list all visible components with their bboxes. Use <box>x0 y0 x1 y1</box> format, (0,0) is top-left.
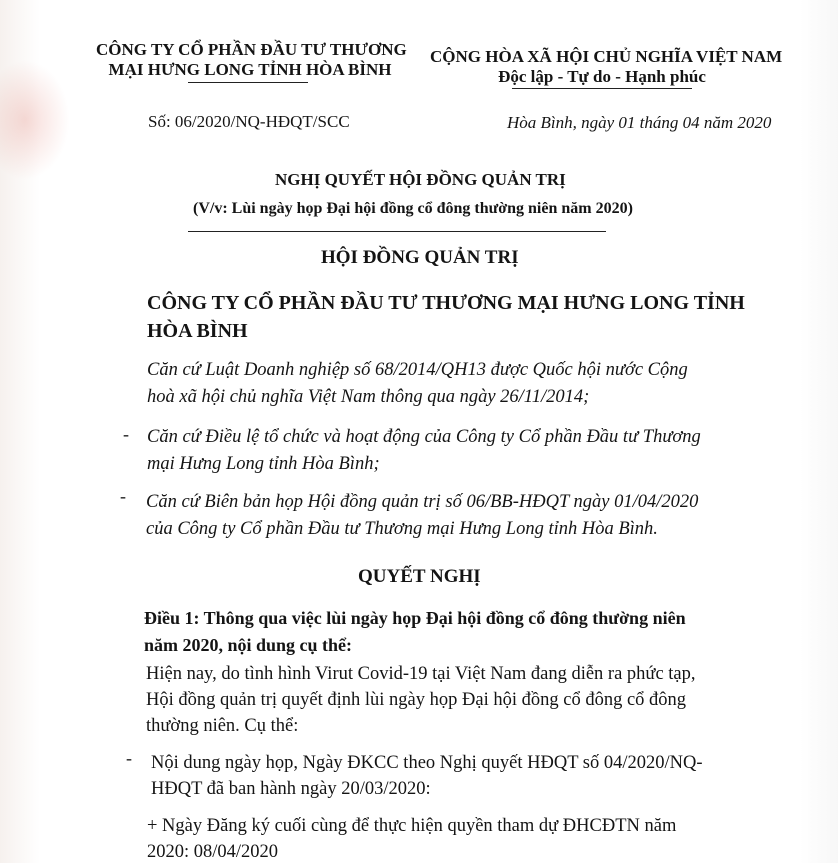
company-name <box>147 289 745 345</box>
basis-line: hoà xã hội chủ nghĩa Việt Nam thông qua ngày 26/11/2014; <box>147 387 590 407</box>
body-paragraph <box>146 661 696 739</box>
basis-item <box>147 424 701 478</box>
company-header <box>96 40 407 80</box>
title-rule <box>188 231 606 232</box>
basis-line: Căn cứ Điều lệ tổ chức và hoạt động của Công ty Cổ phần Đầu tư Thương <box>147 427 701 447</box>
board-heading: HỘI ĐỒNG QUẢN TRỊ <box>321 247 519 268</box>
basis-item <box>146 489 698 543</box>
bullet-dash: - <box>126 748 132 768</box>
company-header-line2: MẠI HƯNG LONG TỈNH HÒA BÌNH <box>108 60 392 79</box>
basis-item <box>147 357 688 411</box>
document-title: NGHỊ QUYẾT HỘI ĐỒNG QUẢN TRỊ <box>275 170 566 189</box>
bullet-line: HĐQT đã ban hành ngày 20/03/2020: <box>151 779 431 799</box>
body-line: thường niên. Cụ thể: <box>146 716 299 736</box>
article-1-line2: năm 2020, nội dung cụ thể: <box>144 635 353 655</box>
resolution-heading: QUYẾT NGHỊ <box>358 566 481 587</box>
national-header-line2: Độc lập - Tự do - Hạnh phúc <box>498 67 706 86</box>
motto-underline <box>512 88 692 89</box>
body-line: Hiện nay, do tình hình Virut Covid-19 tại Việt Nam đang diễn ra phức tạp, <box>146 664 696 684</box>
sub-item <box>147 813 676 865</box>
sub-item-line: + Ngày Đăng ký cuối cùng để thực hiện quyền tham dự ĐHCĐTN năm <box>147 816 677 836</box>
place-date: Hòa Bình, ngày 01 tháng 04 năm 2020 <box>507 113 772 132</box>
company-name-line2: HÒA BÌNH <box>147 320 248 342</box>
bullet-dash: - <box>123 424 129 444</box>
company-name-line1: CÔNG TY CỔ PHẦN ĐẦU TƯ THƯƠNG MẠI HƯNG LONG TỈNH <box>147 292 745 314</box>
article-1 <box>144 605 686 659</box>
article-1-line1: Điều 1: Thông qua việc lùi ngày họp Đại hội đồng cổ đông thường niên <box>144 608 686 628</box>
basis-line: Căn cứ Biên bản họp Hội đồng quản trị số 06/BB-HĐQT ngày 01/04/2020 <box>146 492 699 512</box>
basis-line: mại Hưng Long tỉnh Hòa Bình; <box>147 454 380 474</box>
bullet-line: Nội dung ngày họp, Ngày ĐKCC theo Nghị quyết HĐQT số 04/2020/NQ- <box>151 753 703 773</box>
document-subject: (V/v: Lùi ngày họp Đại hội đồng cổ đông thường niên năm 2020) <box>193 200 633 217</box>
bullet-dash: - <box>120 486 126 506</box>
document-number: Số: 06/2020/NQ-HĐQT/SCC <box>148 112 350 131</box>
sub-item-line: 2020: 08/04/2020 <box>147 842 279 862</box>
basis-line: Căn cứ Luật Doanh nghiệp số 68/2014/QH13 được Quốc hội nước Cộng <box>147 360 688 380</box>
company-header-underline <box>188 82 308 83</box>
company-header-line1: CÔNG TY CỔ PHẦN ĐẦU TƯ THƯƠNG <box>96 40 407 59</box>
national-header-line1: CỘNG HÒA XÃ HỘI CHỦ NGHĨA VIỆT NAM <box>430 47 783 66</box>
basis-line: của Công ty Cổ phần Đầu tư Thương mại Hưng Long tỉnh Hòa Bình. <box>146 519 658 539</box>
body-line: Hội đồng quản trị quyết định lùi ngày họp Đại hội đồng cổ đông cổ đông <box>146 690 687 710</box>
national-header <box>430 47 783 87</box>
faded-stamp-mark <box>0 60 70 180</box>
bullet-item <box>151 750 703 802</box>
